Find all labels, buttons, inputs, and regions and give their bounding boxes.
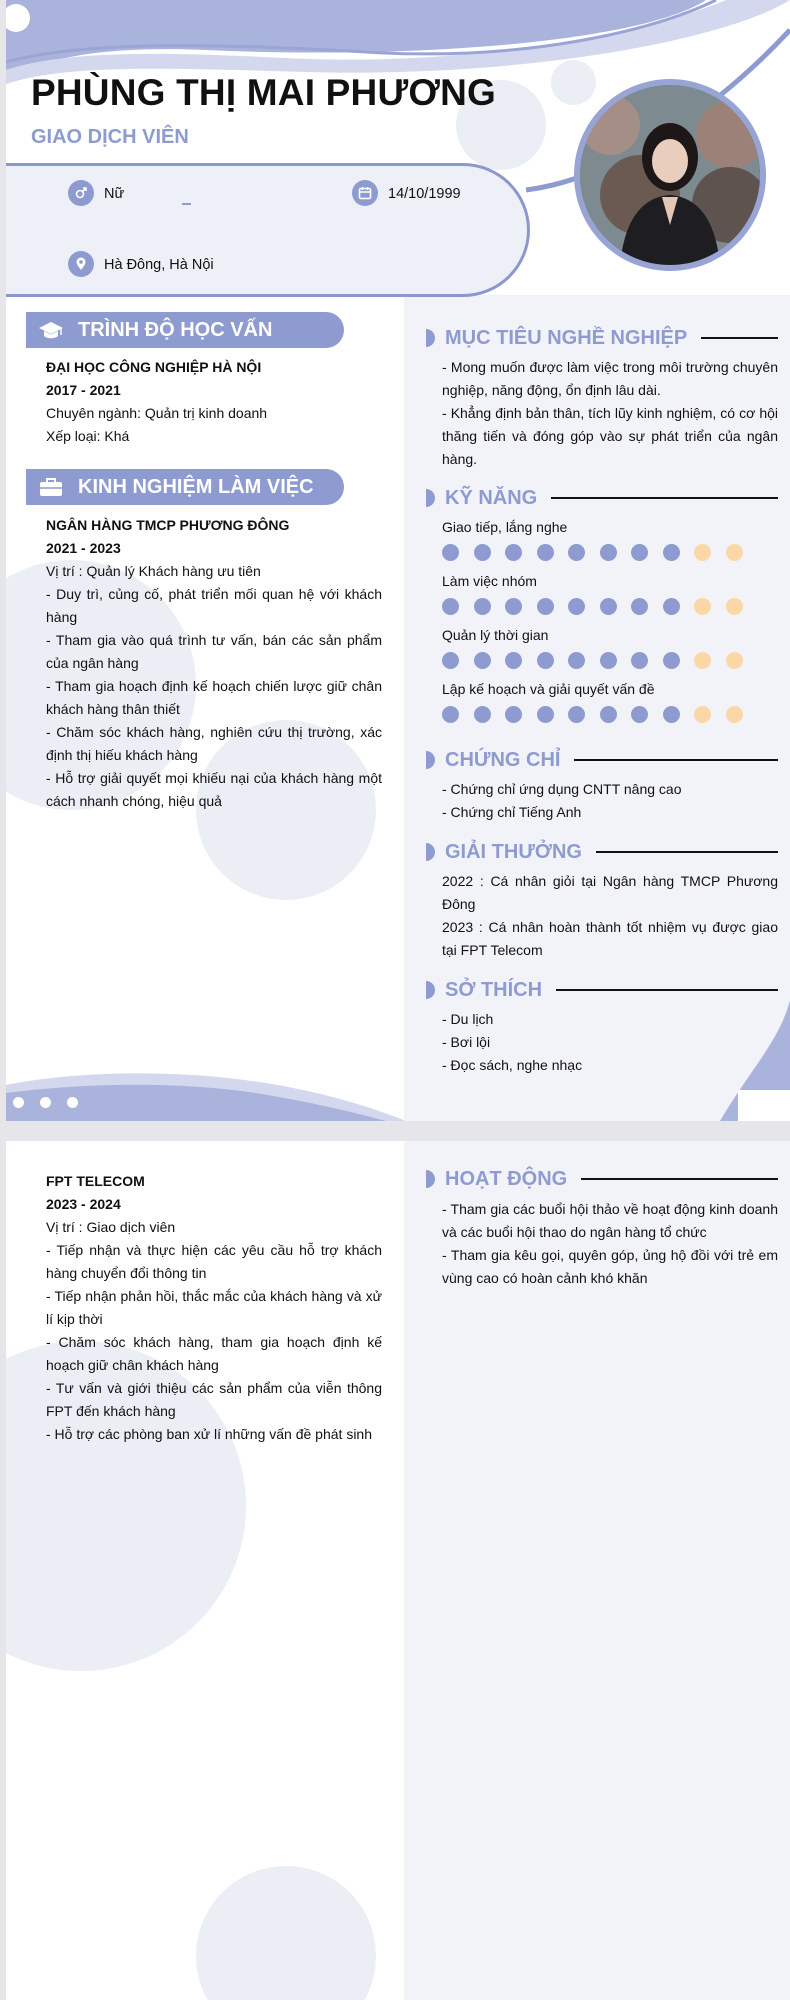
job-company: FPT TELECOM [46, 1173, 145, 1189]
skill-dot-empty [726, 598, 743, 615]
skill-dot-filled [474, 598, 491, 615]
job-company: NGÂN HÀNG TMCP PHƯƠNG ĐÔNG [46, 517, 290, 533]
education-grade: Xếp loại: Khá [46, 428, 130, 444]
job-years: 2023 - 2024 [46, 1196, 121, 1212]
education-major: Chuyên ngành: Quản trị kinh doanh [46, 405, 268, 421]
calendar-icon [352, 180, 378, 206]
education-years: 2017 - 2021 [46, 382, 121, 398]
skill-dot-filled [631, 544, 648, 561]
job-duty: - Tham gia vào quá trình tư vấn, bán các sản phẩm của ngân hàng [46, 632, 382, 671]
job-duty: - Duy trì, củng cố, phát triển mối quan hệ với khách hàng [46, 586, 382, 625]
job-duty: - Chăm sóc khách hàng, nghiên cứu thị trường, xác định thị hiếu khách hàng [46, 724, 382, 763]
skill-label: Quản lý thời gian [442, 627, 549, 643]
skill-dot-filled [537, 706, 554, 723]
briefcase-icon [36, 472, 66, 502]
award-item: 2023 : Cá nhân hoàn thành tốt nhiệm vụ được giao tại FPT Telecom [442, 919, 778, 958]
cv-page-1 [6, 0, 790, 1121]
skill-dot-empty [694, 544, 711, 561]
skill-dot-filled [568, 652, 585, 669]
heading-rule [596, 851, 778, 853]
skill-dot-empty [726, 652, 743, 669]
heading-rule [551, 497, 778, 499]
job-duty: - Tham gia hoạch định kế hoạch chiến lược giữ chân khách hàng thân thiết [46, 678, 382, 717]
job-entry-2 [46, 1170, 382, 1446]
certificate-item: - Chứng chỉ Tiếng Anh [442, 804, 582, 820]
half-circle-marker [426, 1170, 435, 1188]
job-entry-1 [46, 514, 382, 813]
decor-dash [182, 203, 191, 205]
skill-dot-filled [600, 598, 617, 615]
skill-dot-empty [694, 652, 711, 669]
gender-icon [68, 180, 94, 206]
skill-dot-empty [694, 706, 711, 723]
activity-item: - Tham gia kêu gọi, quyên góp, ủng hộ đồi với trẻ em vùng cao có hoàn cảnh khó khăn [442, 1247, 778, 1286]
skill-dot-filled [505, 598, 522, 615]
skill-dot-filled [442, 706, 459, 723]
activities-heading-label: HOẠT ĐỘNG [445, 1167, 568, 1190]
skill-dot-filled [568, 598, 585, 615]
skill-dot-empty [726, 544, 743, 561]
job-duty: - Tiếp nhận và thực hiện các yêu cầu hỗ trợ khách hàng chuyển đổi thông tin [46, 1242, 382, 1281]
experience-heading [26, 469, 344, 505]
activity-item: - Tham gia các buổi hội thảo về hoạt động kinh doanh và các buổi hội thao do ngân hàng tổ chức [442, 1201, 778, 1240]
objective-text [442, 356, 778, 471]
graduation-cap-icon [36, 315, 66, 345]
cv-page-2 [6, 1141, 790, 2000]
education-heading-label: TRÌNH ĐỘ HỌC VẤN [78, 318, 273, 341]
job-position: Vị trí : Giao dịch viên [46, 1219, 176, 1235]
skill-dot-filled [505, 544, 522, 561]
skill-label: Lập kế hoạch và giải quyết vấn đề [442, 681, 655, 697]
hobby-item: - Đọc sách, nghe nhạc [442, 1057, 583, 1073]
job-years: 2021 - 2023 [46, 540, 121, 556]
skill-dot-filled [631, 598, 648, 615]
skill-dot-filled [631, 706, 648, 723]
candidate-title: GIAO DỊCH VIÊN [31, 126, 189, 148]
certificates-heading [426, 746, 778, 774]
activities-list [442, 1198, 778, 1290]
hobbies-heading-label: SỞ THÍCH [445, 978, 543, 1001]
skill-dot-filled [474, 652, 491, 669]
objective-heading-label: MỤC TIÊU NGHỀ NGHIỆP [445, 326, 688, 349]
skill-dot-filled [663, 706, 680, 723]
skill-dot-filled [600, 652, 617, 669]
skill-dot-filled [568, 544, 585, 561]
skill-dot-filled [474, 706, 491, 723]
heading-rule [574, 759, 778, 761]
half-circle-marker [426, 981, 435, 999]
awards-list [442, 870, 778, 962]
half-circle-marker [426, 843, 435, 861]
heading-rule [701, 337, 778, 339]
job-duty: - Tiếp nhận phản hồi, thắc mắc của khách hàng và xử lí kịp thời [46, 1288, 382, 1327]
gender-value: Nữ [104, 186, 125, 202]
skill-dot-filled [600, 706, 617, 723]
hobby-item: - Bơi lội [442, 1034, 491, 1050]
job-duty: - Hỗ trợ các phòng ban xử lí những vấn đề phát sinh [46, 1426, 373, 1442]
footer-dot [13, 1097, 24, 1108]
skill-dot-filled [600, 544, 617, 561]
footer-dot [40, 1097, 51, 1108]
heading-rule [581, 1178, 778, 1180]
skills-heading [426, 484, 778, 512]
objective-line: - Khẳng định bản thân, tích lũy kinh nghiệm, có cơ hội thăng tiến và đóng góp vào sự phát triển của ngân hàng. [442, 405, 778, 467]
award-item: 2022 : Cá nhân giỏi tại Ngân hàng TMCP Phương Đông [442, 873, 778, 912]
heading-rule [556, 989, 778, 991]
decor-circle [196, 1866, 376, 2000]
certificates-heading-label: CHỨNG CHỈ [445, 748, 561, 771]
half-circle-marker [426, 329, 435, 347]
job-position: Vị trí : Quản lý Khách hàng ưu tiên [46, 563, 261, 579]
half-circle-marker [426, 751, 435, 769]
footer-wave [6, 1065, 406, 1121]
avatar [580, 85, 760, 265]
skill-dot-filled [663, 652, 680, 669]
hobby-item: - Du lịch [442, 1011, 494, 1027]
awards-heading [426, 838, 778, 866]
certificates-list [442, 778, 778, 824]
birthdate-value: 14/10/1999 [388, 186, 461, 202]
candidate-name: PHÙNG THỊ MAI PHƯƠNG [31, 72, 497, 113]
skill-dot-filled [442, 544, 459, 561]
skill-dot-filled [568, 706, 585, 723]
experience-heading-label: KINH NGHIỆM LÀM VIỆC [78, 475, 314, 498]
half-circle-marker [426, 489, 435, 507]
awards-heading-label: GIẢI THƯỞNG [445, 840, 582, 863]
footer-dot [67, 1097, 78, 1108]
skill-dot-empty [694, 598, 711, 615]
education-heading [26, 312, 344, 348]
skills-heading-label: KỸ NĂNG [445, 486, 538, 509]
activities-heading [426, 1165, 778, 1193]
objective-line: - Mong muốn được làm việc trong môi trường chuyên nghiệp, năng động, ổn định lâu dài. [442, 359, 778, 398]
education-block [46, 356, 382, 448]
job-duty: - Hỗ trợ giải quyết mọi khiếu nại của khách hàng một cách nhanh chóng, hiệu quả [46, 770, 382, 809]
skill-dot-filled [442, 652, 459, 669]
location-pin-icon [68, 251, 94, 277]
certificate-item: - Chứng chỉ ứng dụng CNTT nâng cao [442, 781, 682, 797]
education-school: ĐẠI HỌC CÔNG NGHIỆP HÀ NỘI [46, 359, 262, 375]
skill-dot-filled [663, 598, 680, 615]
skill-dot-filled [663, 544, 680, 561]
location-value: Hà Đông, Hà Nội [104, 257, 214, 273]
job-duty: - Tư vấn và giới thiệu các sản phẩm của viễn thông FPT đến khách hàng [46, 1380, 382, 1419]
skill-dot-filled [442, 598, 459, 615]
skill-dot-filled [631, 652, 648, 669]
skill-dot-filled [537, 598, 554, 615]
skill-dot-filled [474, 544, 491, 561]
skill-dot-filled [505, 652, 522, 669]
skill-dot-filled [537, 544, 554, 561]
skill-dot-filled [505, 706, 522, 723]
footer-corner-wave [720, 1000, 790, 1121]
objective-heading [426, 324, 778, 352]
skill-dot-empty [726, 706, 743, 723]
skill-label: Làm việc nhóm [442, 573, 537, 589]
job-duty: - Chăm sóc khách hàng, tham gia hoạch định kế hoạch giữ chân khách hàng [46, 1334, 382, 1373]
skill-label: Giao tiếp, lắng nghe [442, 519, 568, 535]
skill-dot-filled [537, 652, 554, 669]
